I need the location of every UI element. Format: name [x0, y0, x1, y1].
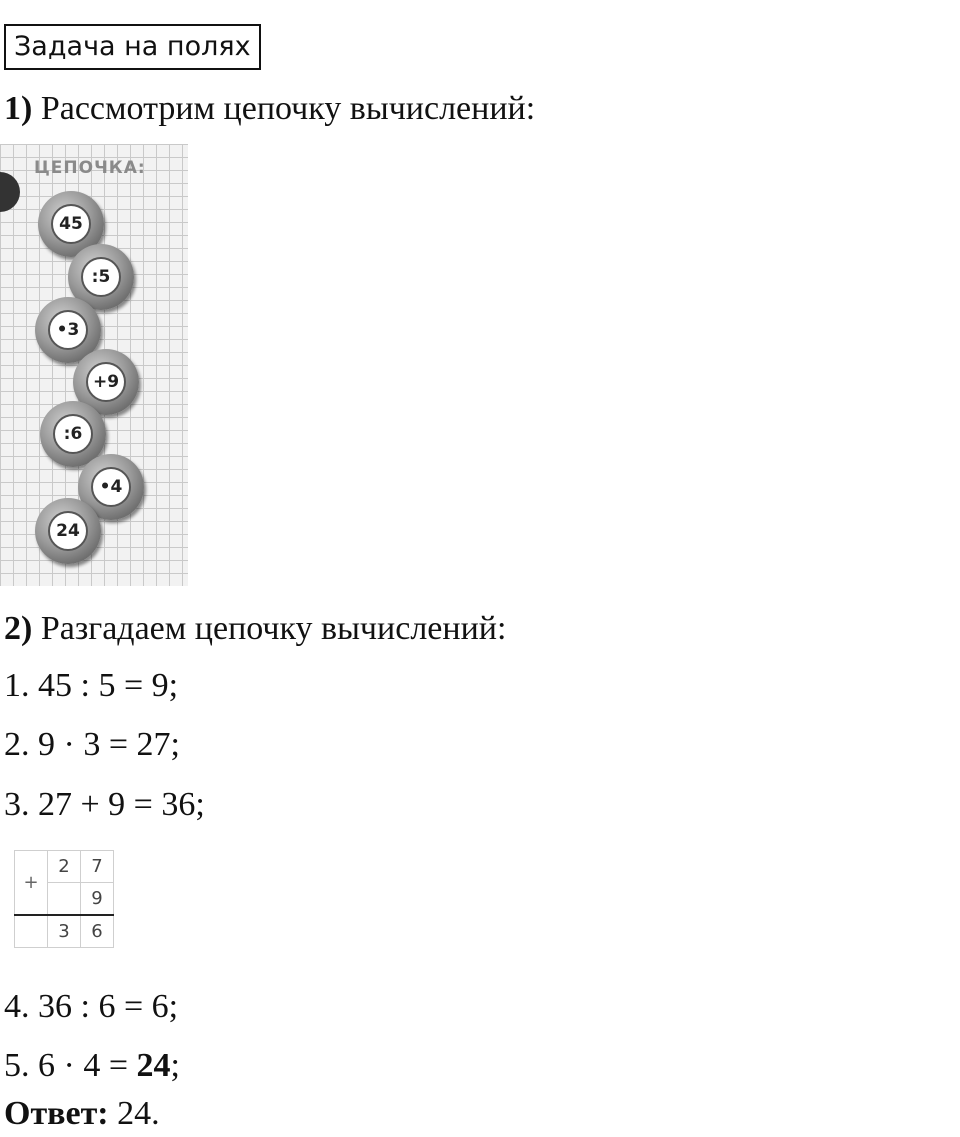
step-2-number: 2)	[4, 610, 33, 647]
task-title-box: Задача на полях	[4, 24, 261, 70]
chain-coin-label: 24	[48, 511, 88, 551]
chain-illustration	[0, 144, 188, 586]
chain-coin-label: •3	[48, 310, 88, 350]
column-addition	[14, 850, 114, 948]
plus-sign: +	[15, 851, 48, 916]
step-2-line	[4, 609, 506, 649]
calculation-line-1: 1. 45 : 5 = 9;	[4, 667, 179, 704]
step-2-text: Разгадаем цепочку вычислений:	[40, 610, 507, 647]
exercise-number-marker	[0, 172, 20, 212]
chain-coin-label: :5	[81, 257, 121, 297]
chain-coin-7	[35, 498, 101, 564]
step-1-text: Рассмотрим цепочку вычислений:	[40, 90, 536, 127]
chain-heading: ЦЕПОЧКА:	[34, 158, 146, 178]
chain-coin-label: 45	[51, 204, 91, 244]
sum-digit-cell: 3	[48, 915, 81, 948]
digit-cell: 9	[81, 883, 114, 916]
calculation-line-3: 3. 27 + 9 = 36;	[4, 786, 205, 823]
chain-coin-label: +9	[86, 362, 126, 402]
chain-coin-label: •4	[91, 467, 131, 507]
step-1-line	[4, 89, 535, 129]
digit-cell	[48, 883, 81, 916]
digit-cell: 2	[48, 851, 81, 883]
calculation-5-suffix: ;	[170, 1047, 180, 1084]
calculation-line-2: 2. 9 · 3 = 27;	[4, 726, 180, 763]
chain-coin-label: :6	[53, 414, 93, 454]
calculation-5-expression: 5. 6 · 4 =	[4, 1047, 137, 1084]
calculation-line-5	[4, 1046, 180, 1086]
digit-cell: 7	[81, 851, 114, 883]
calculation-line-4: 4. 36 : 6 = 6;	[4, 988, 179, 1025]
answer-line	[4, 1094, 160, 1134]
calculation-5-result: 24	[136, 1047, 171, 1084]
step-1-number: 1)	[4, 90, 33, 127]
answer-value: 24.	[117, 1095, 160, 1132]
sum-digit-cell: 6	[81, 915, 114, 948]
answer-label: Ответ:	[4, 1095, 109, 1132]
empty-cell	[15, 915, 48, 948]
